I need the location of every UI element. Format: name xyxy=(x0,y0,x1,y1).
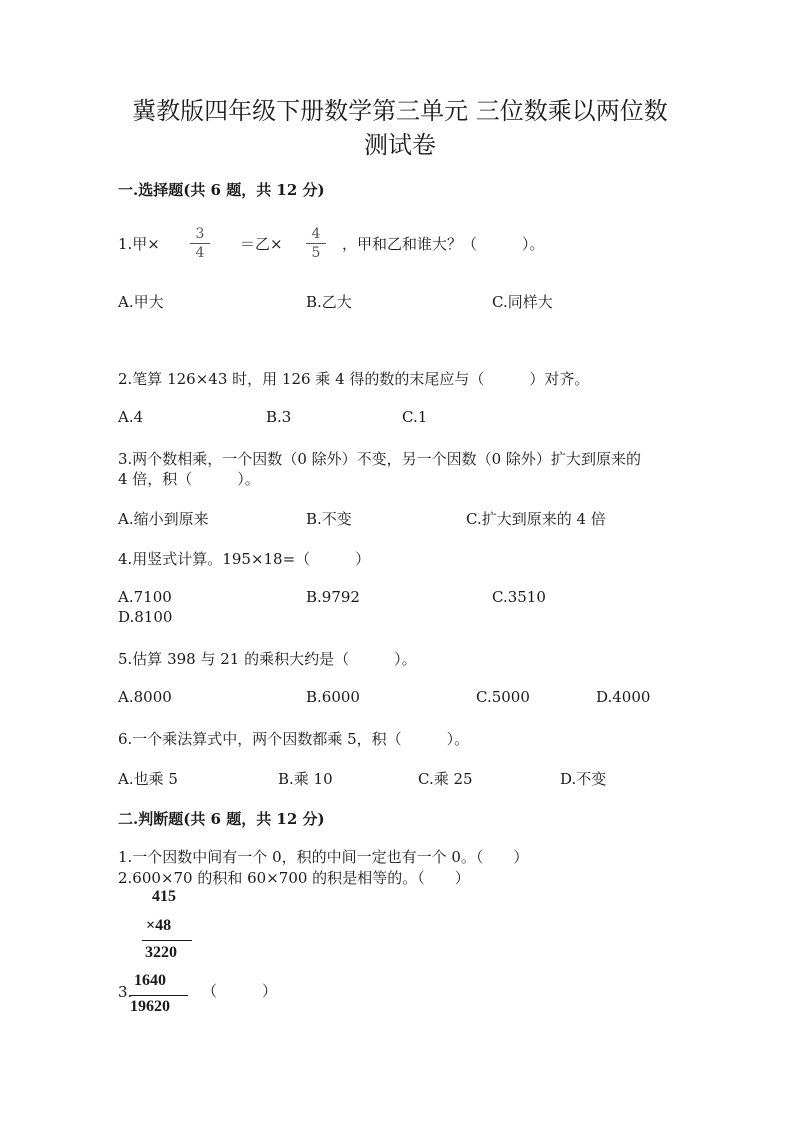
q1-mid: ＝乙× xyxy=(240,235,283,253)
calc-rule-1 xyxy=(142,940,192,941)
q1-option-a[interactable]: A.甲大 xyxy=(118,293,164,311)
fraction-numerator: 4 xyxy=(311,226,321,242)
calc-partial-1: 3220 xyxy=(145,944,177,961)
fraction-4-5 xyxy=(306,226,326,261)
fraction-denominator: 5 xyxy=(311,245,321,261)
question-4: 4.用竖式计算。195×18=（ ） xyxy=(118,550,371,568)
q2-option-c[interactable]: C.1 xyxy=(402,408,428,426)
q6-option-a[interactable]: A.也乘 5 xyxy=(118,770,178,788)
q2-option-b[interactable]: B.3 xyxy=(266,408,292,426)
calc-rule-2 xyxy=(130,995,188,996)
q3-option-b[interactable]: B.不变 xyxy=(306,510,352,528)
page-title-line2: 测试卷 xyxy=(364,131,436,159)
q1-prefix: 1.甲× xyxy=(118,235,160,253)
calc-multiplier: ×48 xyxy=(146,917,172,934)
judgement-3-number: 3. xyxy=(118,983,133,1001)
q5-option-b[interactable]: B.6000 xyxy=(306,688,360,706)
question-6: 6.一个乘法算式中，两个因数都乘 5，积（ ）。 xyxy=(118,730,470,748)
q1-suffix: ，甲和乙和谁大？（ ）。 xyxy=(342,235,545,253)
fraction-bar xyxy=(190,243,210,244)
q4-option-a[interactable]: A.7100 xyxy=(118,588,172,606)
calc-result: 19620 xyxy=(130,998,170,1015)
fraction-bar xyxy=(306,243,326,244)
q3-option-a[interactable]: A.缩小到原来 xyxy=(118,510,209,528)
judgement-3-blank[interactable]: （ ） xyxy=(202,982,278,1000)
q4-option-c[interactable]: C.3510 xyxy=(492,588,546,606)
question-3-line1: 3.两个数相乘，一个因数（0 除外）不变，另一个因数（0 除外）扩大到原来的 xyxy=(118,450,641,468)
q4-option-d[interactable]: D.8100 xyxy=(118,608,173,626)
q4-option-b[interactable]: B.9792 xyxy=(306,588,360,606)
judgement-2: 2.600×70 的积和 60×700 的积是相等的。（ ） xyxy=(118,869,470,887)
q1-option-c[interactable]: C.同样大 xyxy=(492,293,553,311)
question-2: 2.笔算 126×43 时，用 126 乘 4 得的数的末尾应与（ ）对齐。 xyxy=(118,370,590,388)
q5-option-a[interactable]: A.8000 xyxy=(118,688,172,706)
section-heading-choice: 一.选择题(共 6 题，共 12 分) xyxy=(118,181,325,199)
judgement-1: 1.一个因数中间有一个 0，积的中间一定也有一个 0。（ ） xyxy=(118,848,529,866)
fraction-denominator: 4 xyxy=(195,245,205,261)
q5-option-d[interactable]: D.4000 xyxy=(596,688,651,706)
question-5: 5.估算 398 与 21 的乘积大约是（ ）。 xyxy=(118,650,417,668)
page-title: 冀教版四年级下册数学第三单元 三位数乘以两位数 xyxy=(132,97,668,125)
calc-partial-2: 1640 xyxy=(134,972,166,989)
q5-option-c[interactable]: C.5000 xyxy=(476,688,530,706)
question-3-line2: 4 倍，积（ ）。 xyxy=(118,470,260,488)
q2-option-a[interactable]: A.4 xyxy=(118,408,144,426)
q6-option-c[interactable]: C.乘 25 xyxy=(418,770,473,788)
q3-option-c[interactable]: C.扩大到原来的 4 倍 xyxy=(466,510,606,528)
calc-multiplicand: 415 xyxy=(152,888,176,905)
q6-option-d[interactable]: D.不变 xyxy=(560,770,607,788)
fraction-3-4 xyxy=(190,226,210,261)
fraction-numerator: 3 xyxy=(195,226,205,242)
section-heading-judgement: 二.判断题(共 6 题，共 12 分) xyxy=(118,810,325,828)
q6-option-b[interactable]: B.乘 10 xyxy=(278,770,333,788)
q1-option-b[interactable]: B.乙大 xyxy=(306,293,352,311)
